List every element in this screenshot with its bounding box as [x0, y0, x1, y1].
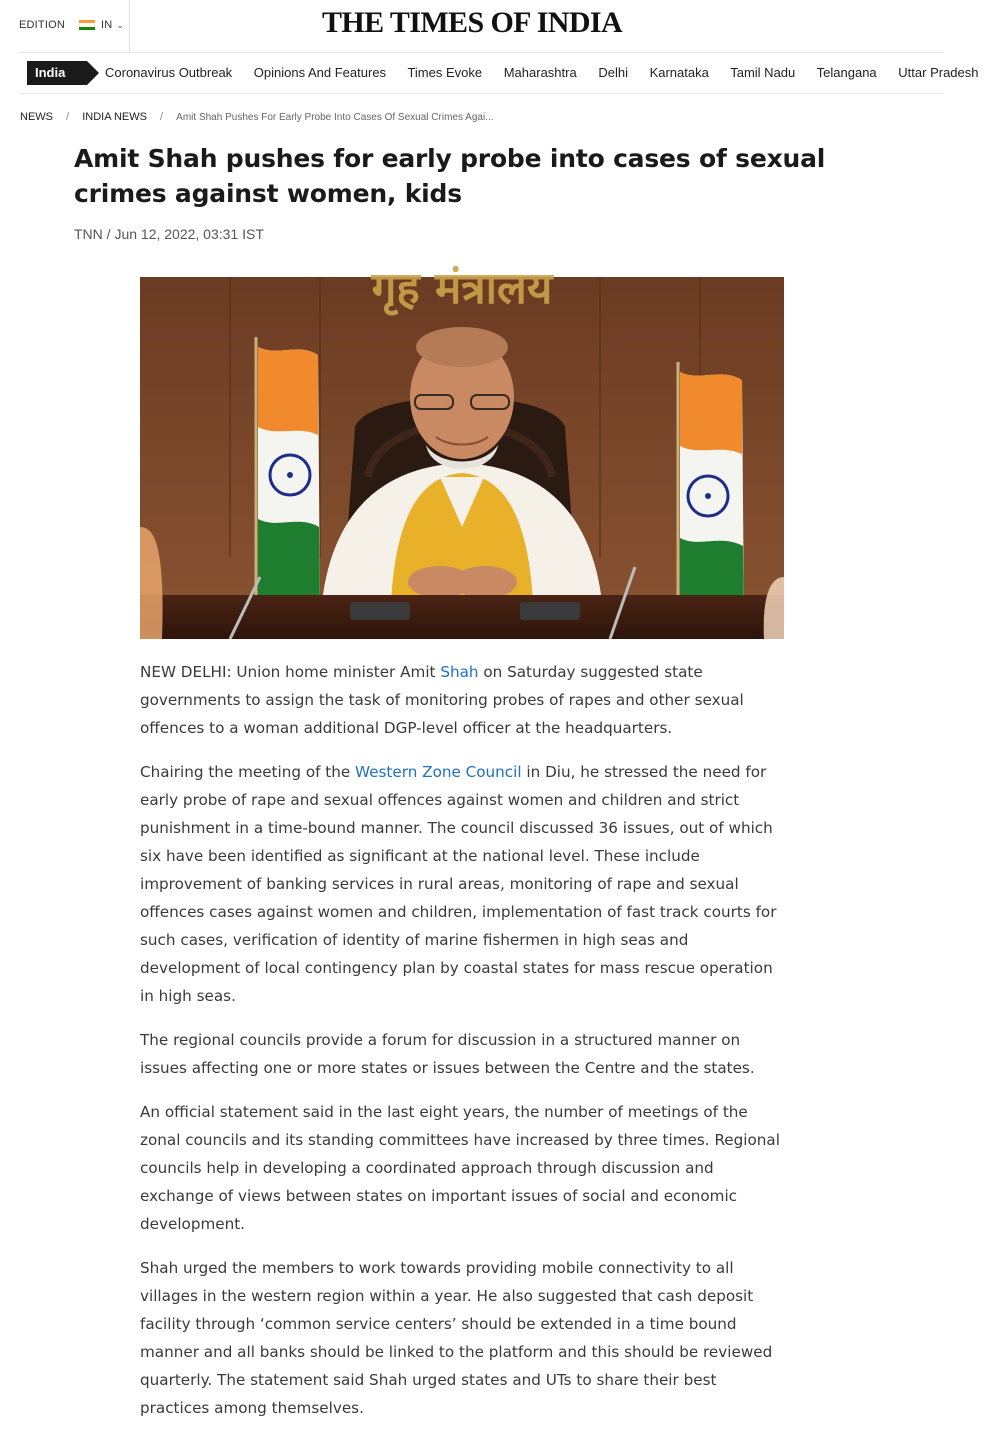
edition-value: IN — [101, 19, 113, 31]
section-nav — [19, 52, 979, 94]
top-bar — [0, 0, 944, 52]
article-paragraph — [140, 758, 790, 1010]
article-paragraph: The regional councils provide a forum for discussion in a structured manner on issues affecting one or more states or issues between the Centre and the states. — [140, 1031, 755, 1077]
edition-label: EDITION — [19, 19, 66, 31]
link-western-zone-council[interactable]: Western Zone Council — [355, 763, 522, 781]
paragraph-text: in Diu, he stressed the need for early probe of rape and sexual offences against women and children and strict punishment in a time-bound manner. The council discussed 36 issues, out of which six have been identified as significant at the national level. These include improvement of banking services in rural areas, monitoring of rape and sexual offences cases against women and children, implementation of fast track courts for such cases, verification of identity of marine fishermen in high seas and development of local contingency plan by coastal states for mass rescue operation in high seas. — [140, 763, 777, 1005]
article-photo — [140, 263, 784, 639]
breadcrumb-separator: / — [66, 111, 70, 123]
nav-item-coronavirus[interactable]: Coronavirus Outbreak — [105, 65, 233, 80]
nav-item-maharashtra[interactable]: Maharashtra — [503, 65, 577, 80]
flag-left — [258, 347, 320, 607]
article-body — [140, 658, 790, 1438]
article-paragraph: An official statement said in the last eight years, the number of meetings of the zonal councils and its standing committees have increased by three times. Regional councils help in developing a coordinated approach through discussion and exchange of views between states on important issues of social and economic development. — [140, 1103, 780, 1233]
breadcrumb-current: Amit Shah Pushes For Early Probe Into Cases Of Sexual Crimes Agai... — [176, 112, 494, 123]
link-shah[interactable]: Shah — [440, 663, 479, 681]
site-logo[interactable]: THE TIMES OF INDIA — [321, 6, 623, 39]
paragraph-text: NEW DELHI: Union home minister Amit — [140, 663, 441, 681]
article-paragraph — [140, 658, 790, 742]
nav-item-opinions[interactable]: Opinions And Features — [253, 65, 387, 80]
nav-item-uttar-pradesh[interactable]: Uttar Pradesh — [898, 65, 979, 80]
nav-item-delhi[interactable]: Delhi — [598, 65, 628, 80]
paragraph-text: on Saturday suggested state governments to assign the task of monitoring probes of rapes and other sexual offences to a woman additional DGP-level officer at the headquarters. — [140, 663, 744, 737]
chevron-down-icon: ⌄ — [116, 19, 125, 30]
nav-item-tamil-nadu[interactable]: Tamil Nadu — [730, 65, 796, 80]
paragraph-text: Chairing the meeting of the — [140, 763, 356, 781]
breadcrumb — [20, 111, 494, 123]
article-headline: Amit Shah pushes for early probe into cases of sexual crimes against women, kids — [74, 144, 826, 208]
article-paragraph: Shah urged the members to work towards providing mobile connectivity to all villages in the western region within a year. He also suggested that cash deposit facility through ‘common service centers’ should be extended in a time bound manner and all banks should be linked to the platform and this should be reviewed quarterly. The statement said Shah urged states and UTs to share their best practices among themselves. — [140, 1259, 773, 1417]
nav-items — [105, 65, 996, 80]
article-byline: TNN / Jun 12, 2022, 03:31 IST — [74, 226, 264, 242]
nav-item-karnataka[interactable]: Karnataka — [649, 65, 709, 80]
photo-sign-text: गृह मंत्रालय — [371, 263, 553, 314]
breadcrumb-separator: / — [160, 111, 164, 123]
nav-item-telangana[interactable]: Telangana — [816, 65, 877, 80]
nav-item-times-evoke[interactable]: Times Evoke — [407, 65, 483, 80]
flag-right — [680, 372, 744, 622]
breadcrumb-india-news[interactable]: INDIA NEWS — [82, 111, 147, 123]
nav-item-india[interactable]: India — [27, 61, 87, 85]
breadcrumb-news[interactable]: NEWS — [20, 111, 53, 123]
